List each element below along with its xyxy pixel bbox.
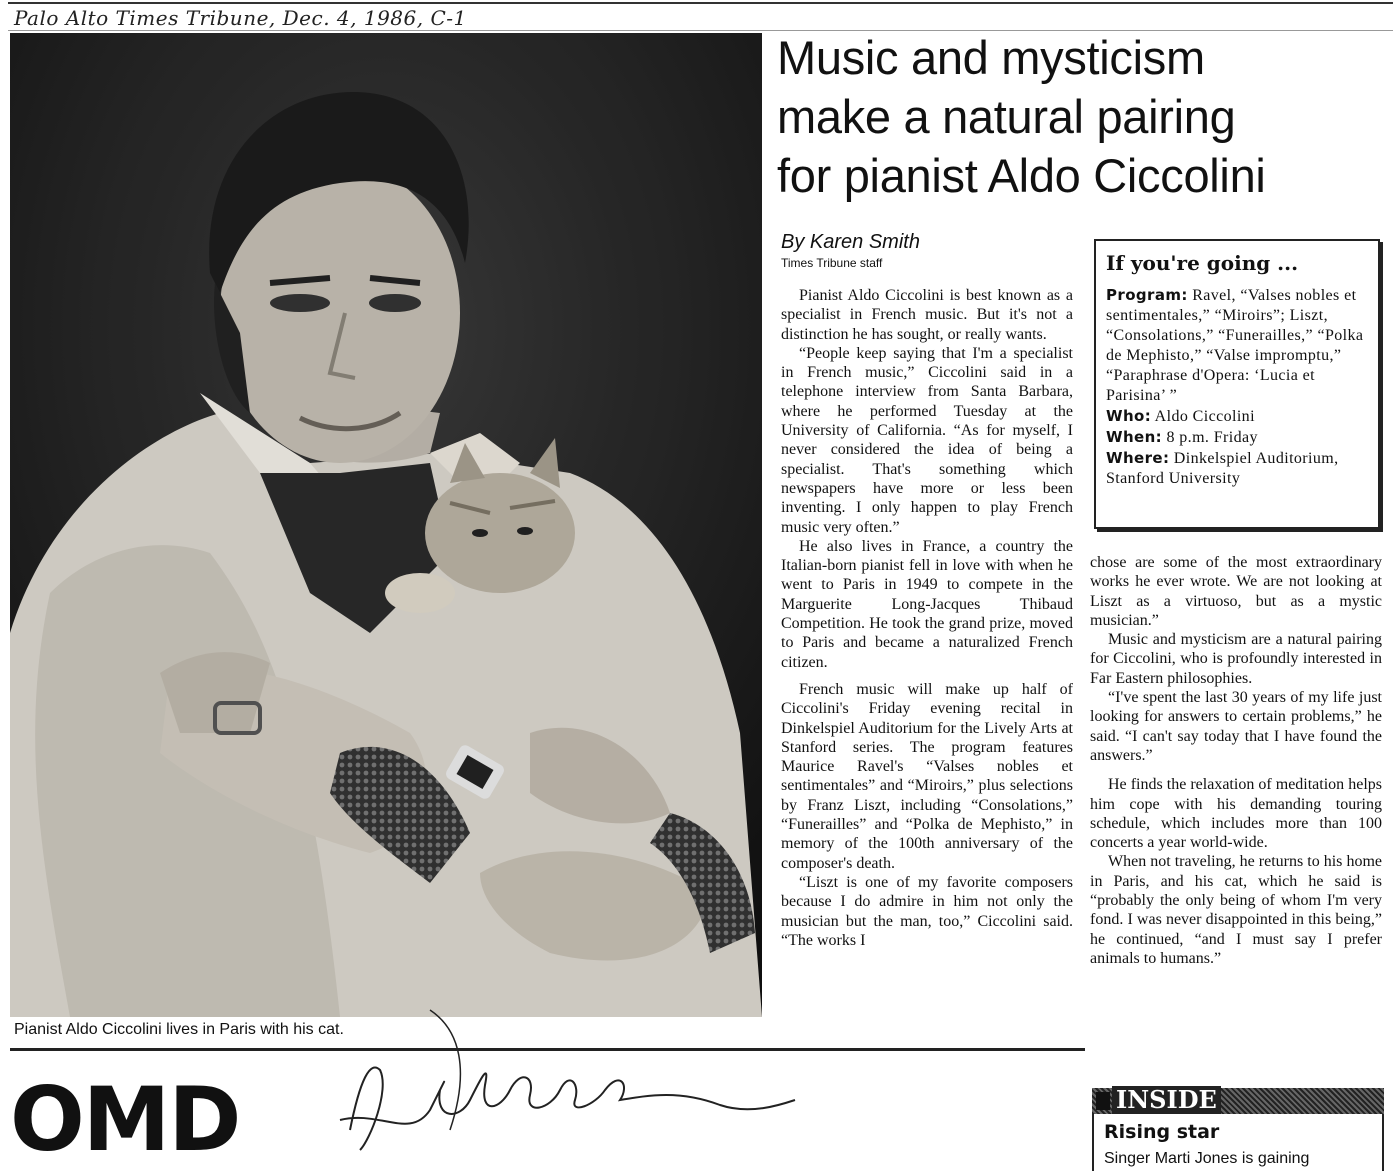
paragraph: He also lives in France, a country the Italian-born pianist fell in love with when he went to Paris in 1949 to compete in the Marguerite Long-Jacques Thibaud Competition. He took the grand prize, moved to Paris and became a naturalized French citizen. <box>781 537 1073 671</box>
paragraph: When not traveling, he returns to his home in Paris, and his cat, which he said is “probably the only being of whom I'm very fond. I was never disappointed in this being,” he continued, “and I must say I prefer animals to humans.” <box>1090 853 1382 967</box>
inside-teaser: Singer Marti Jones is gaining <box>1104 1150 1310 1167</box>
when-text: 8 p.m. Friday <box>1166 429 1258 446</box>
who-label: Who: <box>1106 407 1152 425</box>
headline-line-2: make a natural pairing <box>777 90 1236 143</box>
byline: By Karen Smith <box>781 231 920 253</box>
inside-square-icon <box>1096 1092 1110 1110</box>
box-program <box>1106 285 1368 406</box>
paragraph: “I've spent the last 30 years of my life just looking for answers to certain problems,” he said. “I can't say today that I have found the answers.” <box>1090 689 1382 764</box>
paragraph: He finds the relaxation of meditation helps him cope with his demanding touring schedule, which includes more than 100 concerts a year world-wide. <box>1090 776 1382 852</box>
byline-staff: Times Tribune staff <box>781 256 883 270</box>
box-body <box>1106 285 1368 489</box>
paragraph: French music will make up half of Ciccolini's Friday evening recital in Dinkelspiel Auditorium for the Lively Arts at Stanford series. The program features Maurice Ravel's “Valses nobles et sentimentales” and “Miroirs,” plus selections by Franz Liszt, including “Consolations,” “Funerailles” and “Polka de Mephisto,” in memory of the 100th anniversary of the composer's death. <box>781 680 1073 872</box>
omd-headline: OMD <box>10 1068 240 1171</box>
headline-line-1: Music and mysticism <box>777 31 1205 84</box>
where-text: Dinkelspiel Auditorium, Stanford University <box>1106 450 1339 487</box>
pianist-photo <box>10 33 762 1017</box>
program-text: Ravel, “Valses nobles et sentimentales,” “Miroirs”; Liszt, “Consolations,” “Funerailles,” “Polka de Mephisto,” “Valse impromptu,” “Paraphrase d'Opera: ‘Lucia et Parisina’ ” <box>1106 287 1364 404</box>
inside-headline: Rising star <box>1104 1121 1220 1143</box>
who-text: Aldo Ciccolini <box>1154 408 1255 425</box>
article-column-1 <box>781 286 1073 1056</box>
photo-illustration <box>10 33 762 1017</box>
inside-label: INSIDE <box>1112 1086 1221 1114</box>
box-where <box>1106 448 1368 489</box>
box-title: If you're going ... <box>1106 251 1299 275</box>
headline-line-3: for pianist Aldo Ciccolini <box>777 149 1266 202</box>
where-label: Where: <box>1106 449 1170 467</box>
paragraph: Music and mysticism are a natural pairing for Ciccolini, who is profoundly interested in Far Eastern philosophies. <box>1090 631 1382 687</box>
paragraph: “People keep saying that I'm a specialist in French music,” Ciccolini said in a telephone interview from Santa Barbara, where he performed Tuesday at the University of California. “As for myself, I never considered the idea of being a specialist. That's something which newspapers have more or less been inventing. I only happen to play French music very often.” <box>781 344 1073 536</box>
autograph-signature <box>320 990 800 1170</box>
paragraph: Pianist Aldo Ciccolini is best known as a specialist in French music. But it's not a distinction he has sought, or really wants. <box>781 287 1073 343</box>
paragraph: chose are some of the most extraordinary works he ever wrote. We are not looking at Liszt as a virtuoso, but as a mystic musician.” <box>1090 554 1382 629</box>
program-label: Program: <box>1106 286 1188 304</box>
headline <box>777 28 1387 205</box>
photo-caption: Pianist Aldo Ciccolini lives in Paris with his cat. <box>14 1021 344 1038</box>
article-column-2 <box>1090 553 1382 968</box>
when-label: When: <box>1106 428 1163 446</box>
box-when <box>1106 427 1368 448</box>
if-youre-going-box <box>1094 239 1380 529</box>
box-who <box>1106 406 1368 427</box>
top-rule <box>8 2 1393 4</box>
paragraph: “Liszt is one of my favorite composers because I do admire in him not only the musician but the man, too,” Ciccolini said. “The works I <box>781 873 1073 949</box>
handwritten-source-note: Palo Alto Times Tribune, Dec. 4, 1986, C-1 <box>14 6 467 30</box>
